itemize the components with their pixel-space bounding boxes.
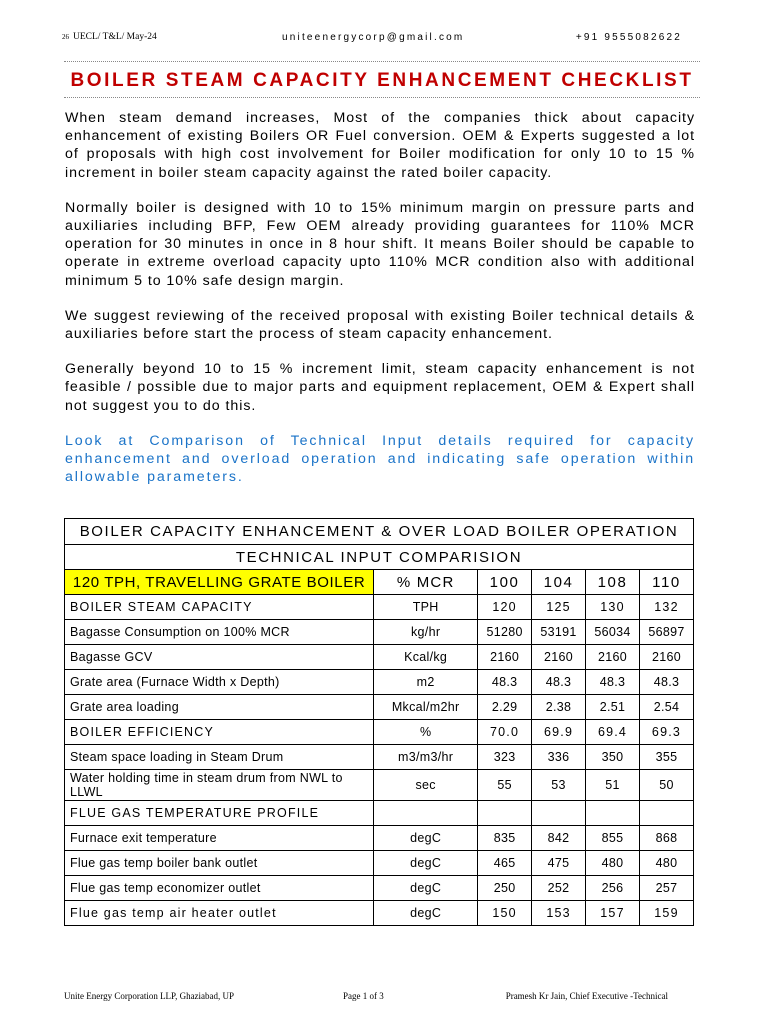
cell-value	[532, 801, 586, 826]
row-label: Bagasse GCV	[65, 645, 374, 670]
paragraph: When steam demand increases, Most of the companies thick about capacity enhancement of existing Boilers OR Fuel conversion. OEM & Experts suggested a lot of proposals with high cost involvement for Boiler modification for only 10 to 15 % increment in boiler steam capacity against the rated boiler capacity.	[65, 110, 695, 181]
col-header: 100	[478, 570, 532, 595]
table-row	[65, 695, 694, 720]
table-subtitle: TECHNICAL INPUT COMPARISION	[65, 545, 694, 570]
cell-value: 475	[532, 851, 586, 876]
document-title: BOILER STEAM CAPACITY ENHANCEMENT CHECKLIST	[70, 70, 694, 91]
footer-page-number: Page 1 of 3	[343, 991, 384, 1001]
row-unit: kg/hr	[374, 620, 478, 645]
highlight-paragraph: Look at Comparison of Technical Input details required for capacity enhancement and overload operation and indicating safe operation within allowable parameters.	[65, 432, 695, 486]
row-unit: m2	[374, 670, 478, 695]
cell-value: 157	[586, 901, 640, 926]
table-row	[65, 720, 694, 745]
table-row	[65, 745, 694, 770]
cell-value: 256	[586, 876, 640, 901]
document-body	[65, 109, 695, 503]
cell-value: 55	[478, 770, 532, 801]
table-row	[65, 826, 694, 851]
cell-value: 70.0	[478, 720, 532, 745]
cell-value	[586, 801, 640, 826]
table-row	[65, 645, 694, 670]
cell-value: 2.54	[640, 695, 694, 720]
boiler-type-cell: 120 TPH, TRAVELLING GRATE BOILER	[65, 570, 374, 595]
cell-value: 56897	[640, 620, 694, 645]
doc-reference	[62, 32, 157, 42]
row-label: Grate area (Furnace Width x Depth)	[65, 670, 374, 695]
row-label: Flue gas temp boiler bank outlet	[65, 851, 374, 876]
cell-value: 257	[640, 876, 694, 901]
row-unit: Mkcal/m2hr	[374, 695, 478, 720]
row-label: Grate area loading	[65, 695, 374, 720]
cell-value: 51280	[478, 620, 532, 645]
cell-value: 125	[532, 595, 586, 620]
cell-value: 53	[532, 770, 586, 801]
cell-value: 855	[586, 826, 640, 851]
col-header: 108	[586, 570, 640, 595]
technical-comparison-table	[64, 518, 694, 926]
paragraph: Generally beyond 10 to 15 % increment limit, steam capacity enhancement is not feasible / possible due to major parts and equipment replacement, OEM & Expert shall not suggest you to do this.	[65, 361, 695, 414]
row-unit: TPH	[374, 595, 478, 620]
cell-value: 48.3	[586, 670, 640, 695]
section-label: FLUE GAS TEMPERATURE PROFILE	[65, 801, 374, 826]
doc-ref-text: UECL/ T&L/ May-24	[73, 32, 157, 42]
row-label: BOILER STEAM CAPACITY	[65, 595, 374, 620]
cell-value: 2.29	[478, 695, 532, 720]
table-title: BOILER CAPACITY ENHANCEMENT & OVER LOAD BOILER OPERATION	[65, 519, 694, 545]
row-label: Bagasse Consumption on 100% MCR	[65, 620, 374, 645]
cell-value: 2160	[586, 645, 640, 670]
row-unit: degC	[374, 901, 478, 926]
unit-header-cell: % MCR	[374, 570, 478, 595]
table-row	[65, 670, 694, 695]
cell-value: 48.3	[640, 670, 694, 695]
row-label: Water holding time in steam drum from NWL to LLWL	[65, 770, 374, 801]
cell-value	[640, 801, 694, 826]
cell-value: 336	[532, 745, 586, 770]
cell-value: 355	[640, 745, 694, 770]
cell-value: 2.38	[532, 695, 586, 720]
col-header: 104	[532, 570, 586, 595]
row-label: BOILER EFFICIENCY	[65, 720, 374, 745]
table-row	[65, 851, 694, 876]
cell-value: 842	[532, 826, 586, 851]
cell-value: 252	[532, 876, 586, 901]
footer-company: Unite Energy Corporation LLP, Ghaziabad, UP	[64, 991, 235, 1001]
row-label: Steam space loading in Steam Drum	[65, 745, 374, 770]
cell-value: 250	[478, 876, 532, 901]
page-number: 26	[62, 33, 69, 41]
row-label: Flue gas temp economizer outlet	[65, 876, 374, 901]
table-subtitle-row	[65, 545, 694, 570]
table-row	[65, 901, 694, 926]
cell-value: 69.4	[586, 720, 640, 745]
row-unit: degC	[374, 851, 478, 876]
footer-author: Pramesh Kr Jain, Chief Executive -Technical	[505, 991, 668, 1001]
cell-value: 53191	[532, 620, 586, 645]
row-label: Flue gas temp air heater outlet	[65, 901, 374, 926]
page-header	[62, 32, 698, 46]
cell-value: 2.51	[586, 695, 640, 720]
cell-value: 350	[586, 745, 640, 770]
cell-value: 48.3	[478, 670, 532, 695]
cell-value	[478, 801, 532, 826]
row-unit	[374, 801, 478, 826]
cell-value: 480	[640, 851, 694, 876]
row-unit: degC	[374, 826, 478, 851]
cell-value: 56034	[586, 620, 640, 645]
row-unit: Kcal/kg	[374, 645, 478, 670]
cell-value: 120	[478, 595, 532, 620]
col-header: 110	[640, 570, 694, 595]
cell-value: 153	[532, 901, 586, 926]
cell-value: 69.3	[640, 720, 694, 745]
table-row	[65, 876, 694, 901]
cell-value: 868	[640, 826, 694, 851]
title-divider	[64, 97, 700, 98]
cell-value: 480	[586, 851, 640, 876]
cell-value: 51	[586, 770, 640, 801]
cell-value: 835	[478, 826, 532, 851]
cell-value: 465	[478, 851, 532, 876]
table-row	[65, 595, 694, 620]
paragraph: Normally boiler is designed with 10 to 15% minimum margin on pressure parts and auxiliaries including BFP, Few OEM already providing guarantees for 110% MCR operation for 30 minutes in once in 8 hour shift. It means Boiler should be capable to operate in extreme overload capacity upto 110% MCR condition also with additional minimum 5 to 10% safe design margin.	[65, 199, 695, 289]
cell-value: 323	[478, 745, 532, 770]
paragraph: We suggest reviewing of the received proposal with existing Boiler technical details & auxiliaries before start the process of steam capacity enhancement.	[65, 307, 695, 343]
row-unit: degC	[374, 876, 478, 901]
table-header-row	[65, 570, 694, 595]
cell-value: 159	[640, 901, 694, 926]
header-divider	[64, 61, 700, 62]
table-row	[65, 770, 694, 801]
header-email[interactable]: uniteenergycorp@gmail.com	[282, 32, 465, 43]
cell-value: 48.3	[532, 670, 586, 695]
row-label: Furnace exit temperature	[65, 826, 374, 851]
row-unit: m3/m3/hr	[374, 745, 478, 770]
cell-value: 2160	[532, 645, 586, 670]
cell-value: 130	[586, 595, 640, 620]
cell-value: 2160	[478, 645, 532, 670]
row-unit: %	[374, 720, 478, 745]
cell-value: 50	[640, 770, 694, 801]
cell-value: 69.9	[532, 720, 586, 745]
cell-value: 150	[478, 901, 532, 926]
table-title-row	[65, 519, 694, 545]
cell-value: 2160	[640, 645, 694, 670]
table-row	[65, 620, 694, 645]
cell-value: 132	[640, 595, 694, 620]
header-phone: +91 9555082622	[575, 32, 682, 43]
table-section-row	[65, 801, 694, 826]
row-unit: sec	[374, 770, 478, 801]
